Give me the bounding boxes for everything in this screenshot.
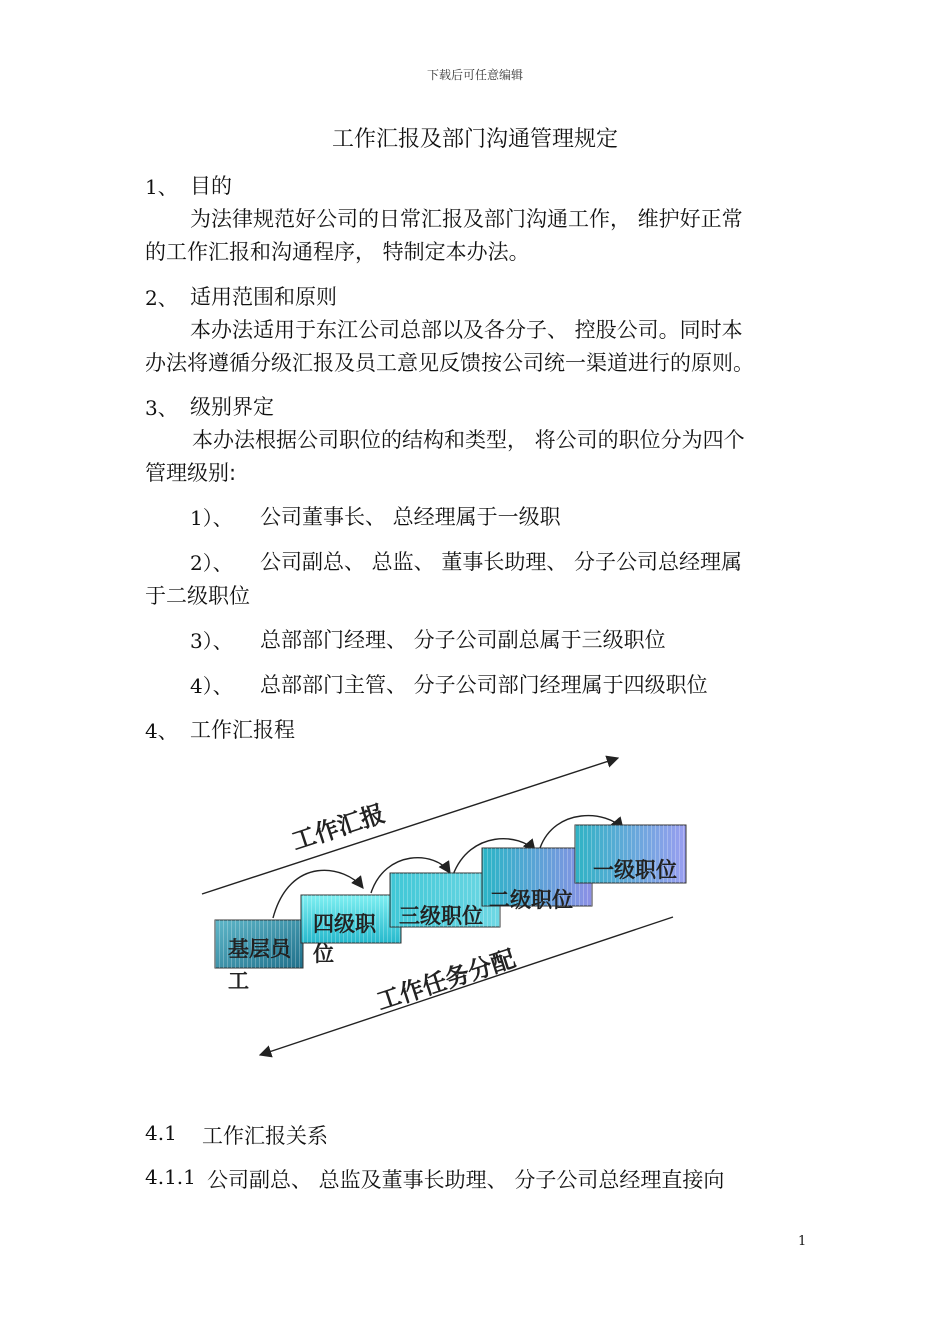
level-item-1-number: 1）、	[190, 506, 233, 530]
level-item-3-text: 总部部门经理、 分子公司副总属于三级职位	[260, 628, 666, 652]
section-4-1-heading: 工作汇报关系	[202, 1124, 328, 1148]
section-2-number: 2、	[145, 286, 178, 310]
level-item-4-number: 4）、	[190, 674, 233, 698]
section-1-line1: 为法律规范好公司的日常汇报及部门沟通工作， 维护好正常	[190, 207, 743, 231]
section-1-number: 1、	[145, 175, 178, 199]
box-level-1-label: 一级职位	[593, 858, 677, 882]
box-level-2-label: 二级职位	[489, 888, 573, 912]
task-assignment-label: 工作任务分配	[373, 944, 519, 1016]
section-4-1-1-text: 公司副总、 总监及董事长助理、 分子公司总经理直接向	[207, 1168, 725, 1192]
section-3-heading: 级别界定	[190, 395, 274, 419]
page-number: 1	[798, 1234, 807, 1249]
level-item-1-text: 公司董事长、 总经理属于一级职	[260, 505, 561, 529]
section-2-line2: 办法将遵循分级汇报及员工意见反馈按公司统一渠道进行的原则。	[145, 351, 754, 375]
section-1-heading: 目的	[190, 174, 232, 198]
level-item-2-text: 公司副总、 总监、 董事长助理、 分子公司总经理属	[260, 550, 743, 574]
work-report-label: 工作汇报	[288, 799, 389, 856]
section-4-heading: 工作汇报程	[190, 718, 295, 742]
header-note: 下载后可任意编辑	[426, 68, 523, 82]
box-level-3-label: 三级职位	[399, 904, 483, 928]
box-frontline-staff-label-1: 基层员	[228, 937, 291, 961]
level-item-2-number: 2）、	[190, 551, 233, 575]
level-item-3-number: 3）、	[190, 629, 233, 653]
section-4-number: 4、	[145, 719, 178, 743]
section-2-heading: 适用范围和原则	[190, 285, 337, 309]
box-level-4-label-1: 四级职	[313, 912, 376, 936]
section-4-1-1-number: 4.1.1	[145, 1165, 196, 1189]
reporting-flow-diagram	[195, 745, 715, 1065]
box-level-4-label-2: 位	[313, 942, 334, 966]
level-item-4-text: 总部部门主管、 分子公司部门经理属于四级职位	[260, 673, 708, 697]
section-4-1-number: 4.1	[145, 1121, 177, 1145]
section-1-line2: 的工作汇报和沟通程序， 特制定本办法。	[145, 240, 530, 264]
page-title: 工作汇报及部门沟通管理规定	[331, 127, 618, 152]
section-3-line1: 本办法根据公司职位的结构和类型， 将公司的职位分为四个	[192, 428, 745, 452]
level-item-2-continuation: 于二级职位	[145, 584, 250, 608]
section-3-line2: 管理级别:	[145, 461, 237, 485]
box-frontline-staff-label-2: 工	[228, 969, 249, 993]
section-3-number: 3、	[145, 396, 178, 420]
section-2-line1: 本办法适用于东江公司总部以及各分子、 控股公司。同时本	[190, 318, 743, 342]
